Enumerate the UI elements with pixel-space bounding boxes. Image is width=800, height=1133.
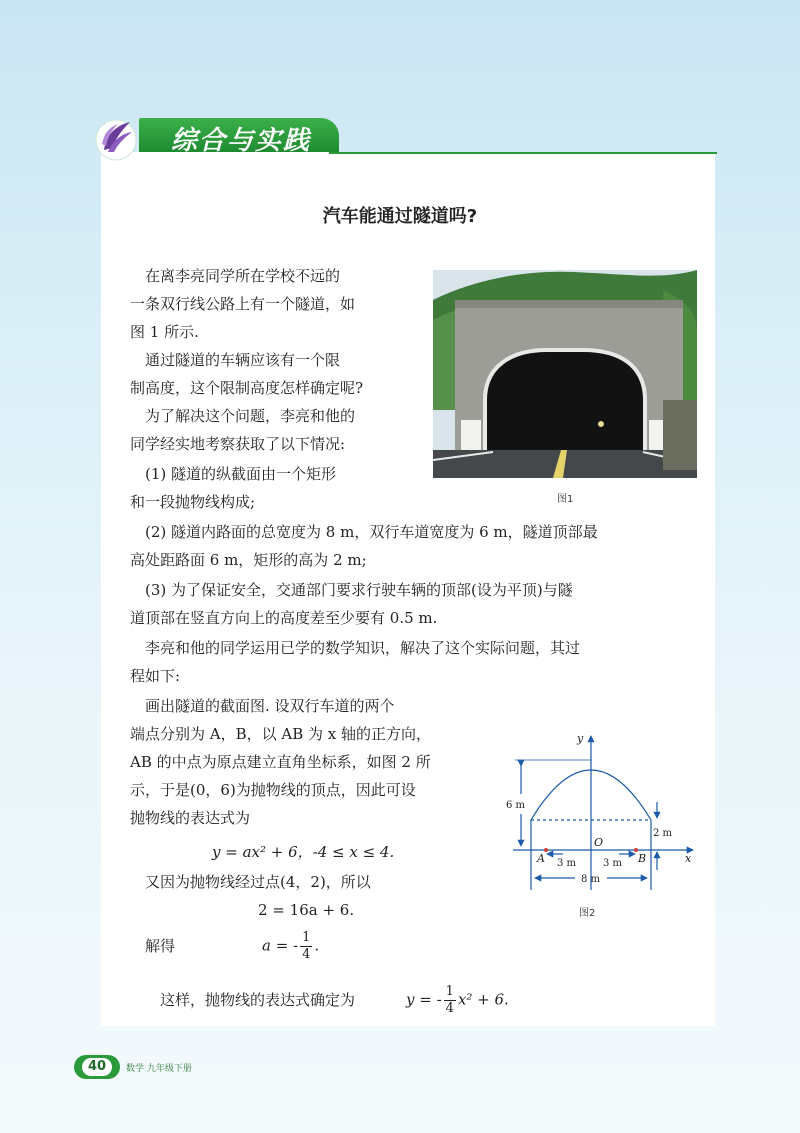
paragraph-line: 画出隧道的截面图. 设双行车道的两个 [145, 697, 395, 715]
tunnel-cross-section-diagram [505, 730, 705, 900]
origin-label: O [594, 836, 604, 849]
paragraph-line: 程如下: [130, 667, 181, 685]
point-b-label: B [638, 852, 647, 865]
page-title: 汽车能通过隧道吗? [322, 206, 478, 227]
paragraph-line: 图 1 所示. [130, 323, 199, 341]
formula-final-tail: x² + 6. [457, 990, 509, 1009]
y-axis-label: y [577, 732, 584, 745]
width-total-label: 8 m [581, 874, 601, 885]
formula-solution-lhs: a = - [262, 936, 299, 955]
paragraph-line: 制高度，这个限制高度怎样确定呢? [130, 379, 364, 397]
paragraph-line: 高处距路面 6 m，矩形的高为 2 m; [130, 551, 367, 569]
leaf-logo-icon [92, 114, 140, 162]
paragraph-line: (1) 隧道的纵截面由一个矩形 [145, 465, 337, 483]
paragraph-line: 又因为抛物线经过点(4，2)，所以 [145, 873, 371, 891]
paragraph-line: 这样，抛物线的表达式确定为 [160, 991, 356, 1009]
paragraph-line: (3) 为了保证安全，交通部门要求行驶车辆的顶部(设为平顶)与隧 [145, 581, 573, 599]
lane-left-label: 3 m [557, 858, 577, 869]
paragraph-line: 道顶部在竖直方向上的高度差至少要有 0.5 m. [130, 609, 438, 627]
fraction-denominator: 4 [302, 947, 311, 962]
header-rule [329, 152, 717, 154]
book-info: 数学 九年级下册 [126, 1064, 192, 1074]
section-header [101, 116, 715, 154]
formula-parabola-general: y = ax² + 6，-4 ≤ x ≤ 4. [212, 843, 395, 861]
paragraph-line: (2) 隧道内路面的总宽度为 8 m，双行车道宽度为 6 m，隧道顶部最 [145, 523, 598, 541]
paragraph-line: 通过隧道的车辆应该有一个限 [145, 351, 341, 369]
height-total-label: 6 m [506, 800, 526, 811]
figure-2-caption: 图2 [579, 908, 596, 919]
fraction-numerator: 1 [302, 930, 311, 945]
paragraph-line: 和一段抛物线构成; [130, 493, 256, 511]
paragraph-line: 一条双行线公路上有一个隧道，如 [130, 295, 356, 313]
point-a-label: A [537, 852, 545, 865]
paragraph-line: 李亮和他的同学运用已学的数学知识，解决了这个实际问题，其过 [145, 639, 581, 657]
figure-1-caption: 图1 [557, 494, 574, 505]
paragraph-line: 同学经实地考察获取了以下情况: [130, 435, 346, 453]
lane-right-label: 3 m [603, 858, 623, 869]
fraction [444, 984, 456, 1017]
formula-equation: 2 = 16a + 6. [258, 901, 355, 919]
height-rect-label: 2 m [653, 828, 673, 839]
x-axis-label: x [685, 852, 692, 865]
tunnel-photo [433, 270, 697, 478]
fraction-numerator: 1 [445, 984, 454, 999]
paragraph-line: 抛物线的表达式为 [130, 809, 251, 827]
page-number: 40 [82, 1058, 112, 1076]
solve-label: 解得 [145, 937, 176, 955]
fraction-denominator: 4 [445, 1001, 454, 1016]
section-title: 综合与实践 [171, 126, 312, 156]
fraction [300, 930, 312, 963]
formula-final-lhs: y = - [406, 990, 442, 1009]
paragraph-line: 在离李亮同学所在学校不远的 [145, 267, 341, 285]
paragraph-line: 示，于是(0，6)为抛物线的顶点，因此可设 [130, 781, 416, 799]
formula-solution-tail: . [314, 936, 320, 955]
formula-solution [262, 930, 319, 963]
formula-final [406, 984, 509, 1017]
paragraph-line: 端点分别为 A，B，以 AB 为 x 轴的正方向， [130, 725, 432, 743]
paragraph-line: AB 的中点为原点建立直角坐标系，如图 2 所 [130, 753, 431, 771]
paragraph-line: 为了解决这个问题，李亮和他的 [145, 407, 356, 425]
